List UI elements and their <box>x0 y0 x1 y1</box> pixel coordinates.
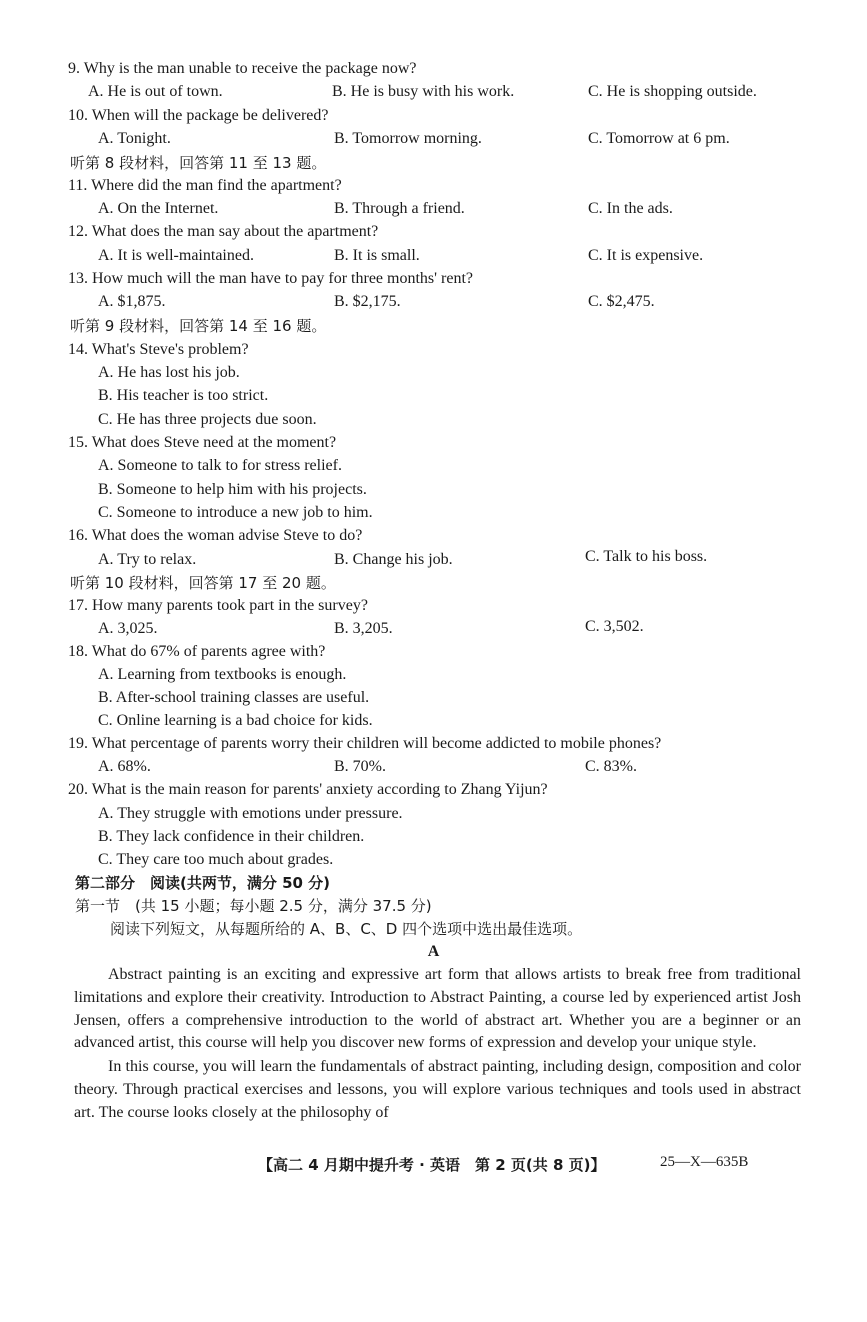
option-c: C. Online learning is a bad choice for kids. <box>98 712 373 729</box>
option-a: A. It is well-maintained. <box>98 247 254 264</box>
option-a: A. Try to relax. <box>98 551 197 568</box>
question-11: 11. Where did the man find the apartment? <box>68 177 342 194</box>
option-b: B. His teacher is too strict. <box>98 387 269 404</box>
exam-code: 25—X—635B <box>660 1154 749 1170</box>
option-c: C. He has three projects due soon. <box>98 411 317 428</box>
paragraph-1: Abstract painting is an exciting and expressive art form that allows artists to break free from traditional limitations and explore their creativity. Introduction to Abstract Painting, a course led by experienced artist Josh Jensen, offers a comprehensive introduction to the world of abstract art. Whether you are a beginner or an advanced artist, this course will help you discover new forms of expression and develop your unique style. <box>74 966 801 1052</box>
option-c: C. He is shopping outside. <box>588 83 757 100</box>
option-a: A. 68%. <box>98 758 151 775</box>
option-b: B. Someone to help him with his projects. <box>98 481 367 498</box>
section-header-8: 听第 8 段材料，回答第 11 至 13 题。 <box>70 154 327 172</box>
question-17: 17. How many parents took part in the survey? <box>68 597 368 614</box>
reading-instruction: 阅读下列短文，从每题所给的 A、B、C、D 四个选项中选出最佳选项。 <box>110 920 583 938</box>
question-10: 10. When will the package be delivered? <box>68 107 329 124</box>
option-b: B. He is busy with his work. <box>332 83 515 100</box>
question-18: 18. What do 67% of parents agree with? <box>68 643 326 660</box>
part-two-title: 第二部分 阅读(共两节，满分 50 分) <box>75 874 331 892</box>
option-b: B. Tomorrow morning. <box>334 130 482 147</box>
question-20: 20. What is the main reason for parents' anxiety according to Zhang Yijun? <box>68 781 548 798</box>
option-b: B. Through a friend. <box>334 200 465 217</box>
option-a: A. 3,025. <box>98 620 158 637</box>
option-a: A. Learning from textbooks is enough. <box>98 666 347 683</box>
option-c: C. Someone to introduce a new job to him. <box>98 504 373 521</box>
option-c: C. 83%. <box>585 758 637 775</box>
option-b: B. $2,175. <box>334 293 401 310</box>
question-13: 13. How much will the man have to pay for three months' rent? <box>68 270 473 287</box>
option-b: B. After-school training classes are useful. <box>98 689 370 706</box>
option-a: A. He has lost his job. <box>98 364 240 381</box>
option-a: A. $1,875. <box>98 293 166 310</box>
option-b: B. They lack confidence in their children. <box>98 828 365 845</box>
option-a: A. He is out of town. <box>88 83 223 100</box>
question-16: 16. What does the woman advise Steve to do? <box>68 527 363 544</box>
option-a: A. They struggle with emotions under pressure. <box>98 805 403 822</box>
question-14: 14. What's Steve's problem? <box>68 341 249 358</box>
section-header-9: 听第 9 段材料，回答第 14 至 16 题。 <box>70 317 327 335</box>
option-c: C. In the ads. <box>588 200 673 217</box>
option-b: B. 3,205. <box>334 620 393 637</box>
paragraph-2: In this course, you will learn the fundamentals of abstract painting, including design, composition and color theory. Through practical exercises and lessons, you will explore various techniques and tools used in abstract art. The course looks closely at the philosophy of <box>74 1057 801 1121</box>
passage-label: A <box>427 943 440 960</box>
question-19: 19. What percentage of parents worry their children will become addicted to mobile phones? <box>68 735 662 752</box>
page-footer: 【高二 4 月期中提升考 · 英语 第 2 页(共 8 页)】 <box>258 1156 606 1174</box>
question-15: 15. What does Steve need at the moment? <box>68 434 337 451</box>
option-b: B. It is small. <box>334 247 420 264</box>
option-a: A. Someone to talk to for stress relief. <box>98 457 342 474</box>
section-header-10: 听第 10 段材料，回答第 17 至 20 题。 <box>70 574 336 592</box>
option-a: A. On the Internet. <box>98 200 219 217</box>
option-c: C. 3,502. <box>585 618 644 635</box>
question-12: 12. What does the man say about the apartment? <box>68 223 379 240</box>
section-one-title: 第一节 (共 15 小题；每小题 2.5 分，满分 37.5 分) <box>75 897 432 915</box>
passage-text <box>74 964 801 1124</box>
option-c: C. $2,475. <box>588 293 655 310</box>
option-b: B. 70%. <box>334 758 386 775</box>
option-c: C. Talk to his boss. <box>585 548 708 565</box>
question-9: 9. Why is the man unable to receive the package now? <box>68 60 417 77</box>
option-b: B. Change his job. <box>334 551 453 568</box>
option-a: A. Tonight. <box>98 130 171 147</box>
option-c: C. Tomorrow at 6 pm. <box>588 130 730 147</box>
option-c: C. They care too much about grades. <box>98 851 334 868</box>
option-c: C. It is expensive. <box>588 247 704 264</box>
